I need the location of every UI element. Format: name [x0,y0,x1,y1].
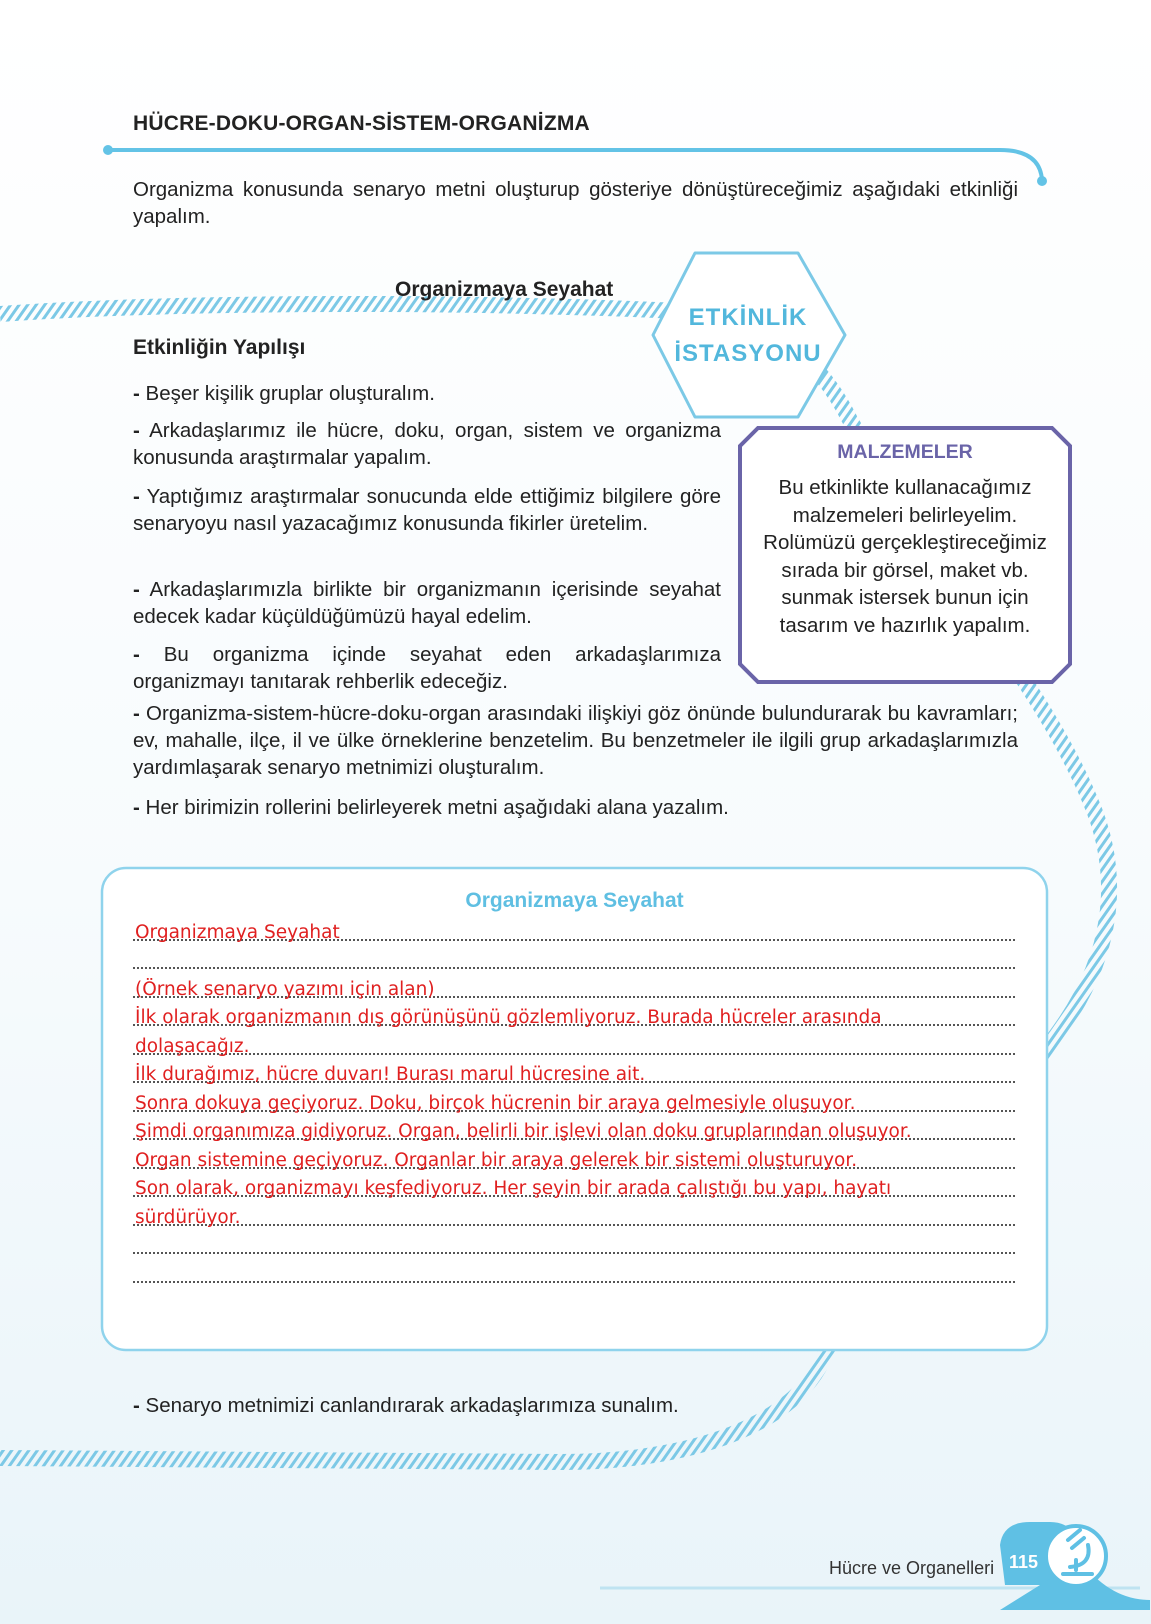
writing-line: (Örnek senaryo yazımı için alan) [133,969,1015,998]
writing-line: Son olarak, organizmayı keşfediyoruz. Her şeyin bir arada çalıştığı bu yapı, hayatı [133,1169,1015,1198]
step-item: - Yaptığımız araştırmalar sonucunda elde ettiğimiz bilgilere göre senaryoyu nasıl yazacağımız konusunda fikirler üretelim. [133,485,721,535]
writing-box-title: Organizmaya Seyahat [465,889,684,912]
page-title: HÜCRE-DOKU-ORGAN-SİSTEM-ORGANİZMA [133,112,590,135]
step-item: - Beşer kişilik gruplar oluşturalım. [133,382,435,405]
writing-line [133,1226,1015,1255]
station-line1: ETKİNLİK [688,304,808,331]
step-item: - Her birimizin rollerini belirleyerek metni aşağıdaki alana yazalım. [133,796,729,819]
writing-line: Şimdi organımıza gidiyoruz. Organ, belirli bir işlevi olan doku gruplarından oluşuyor. [133,1112,1015,1141]
station-line2: İSTASYONU [674,340,822,367]
writing-line: Sonra dokuya geçiyoruz. Doku, birçok hücrenin bir araya gelmesiyle oluşuyor. [133,1083,1015,1112]
writing-line [133,941,1015,970]
writing-line: Organizmaya Seyahat [133,912,1015,941]
step-item: - Arkadaşlarımızla birlikte bir organizmanın içerisinde seyahat edecek kadar küçüldüğümüzü hayal edelim. [133,578,721,628]
intro-text: Organizma konusunda senaryo metni oluşturup gösteriye dönüştüreceğimiz aşağıdaki etkinliği yapalım. [133,178,1018,228]
step-item: - Arkadaşlarımız ile hücre, doku, organ, sistem ve organizma konusunda araştırmalar yapalım. [133,419,721,469]
writing-lines [133,912,1015,1283]
step-item: - Bu organizma içinde seyahat eden arkadaşlarımıza organizmayı tanıtarak rehberlik edeceğiz. [133,643,721,693]
writing-line: İlk durağımız, hücre duvarı! Burası marul hücresine ait. [133,1055,1015,1084]
writing-line: dolaşacağız. [133,1026,1015,1055]
writing-line [133,1254,1015,1283]
page-number: 115 [1009,1552,1039,1572]
footer-chapter: Hücre ve Organelleri [829,1558,995,1578]
materials-title: MALZEMELER [837,441,973,463]
step-item: - Organizma-sistem-hücre-doku-organ arasındaki ilişkiyi göz önünde bulundurarak bu kavramları; ev, mahalle, ilçe, il ve ülke örneklerine benzetelim. Bu benzetmeler ile ilgili grup arkadaşlarımızla yardımlaşarak senaryo metnimizi oluşturalım. [133,702,1018,779]
activity-title: Organizmaya Seyahat [395,278,614,301]
writing-line: İlk olarak organizmanın dış görünüşünü gözlemliyoruz. Burada hücreler arasında [133,998,1015,1027]
writing-line: sürdürüyor. [133,1197,1015,1226]
final-step: - Senaryo metnimizi canlandırarak arkadaşlarımıza sunalım. [133,1394,679,1417]
materials-body: Bu etkinlikte kullanacağımız malzemeleri belirleyelim. Rolümüzü gerçekleştireceğimiz sırada bir görsel, maket vb. sunmak istersek bunun için tasarım ve hazırlık yapalım. [763,476,1047,637]
station-label [652,300,844,372]
writing-line: Organ sistemine geçiyoruz. Organlar bir araya gelerek bir sistemi oluşturuyor. [133,1140,1015,1169]
section-title: Etkinliğin Yapılışı [133,336,306,359]
